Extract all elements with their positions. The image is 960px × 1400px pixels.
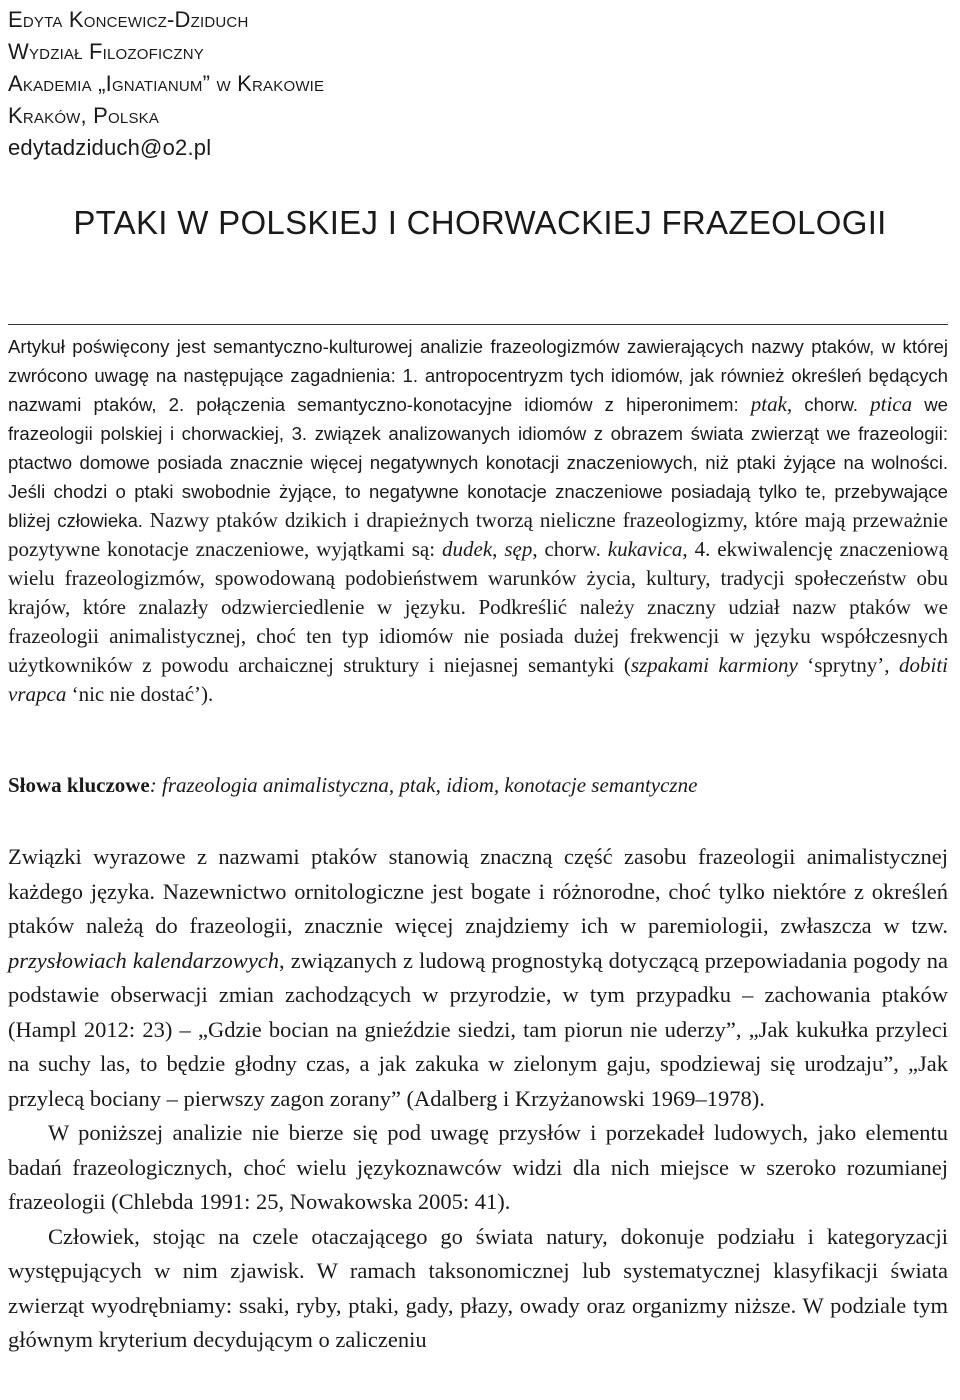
abstract-text-5: , 4. ekwiwalencję znaczeniową wielu frazeologizmów, spowodowaną podobieństwem warunków życia, kultury, tradycji społeczeństw obu krajów, które znalazły odzwierciedlenie w języku. Podkreślić należy znaczny udział nazw ptaków we frazeologii animalistycznej, choć ten typ idiomów nie posiada dużej frekwencji w języku współczesnych użytkowników z powodu archaicznej struktury i niejasnej semantyki ( [8,537,949,677]
keywords-values: frazeologia animalistyczna, ptak, idiom, konotacje semantyczne [156,773,698,797]
author-institution: Akademia „Ignatianum” w Krakowie [8,71,325,96]
abstract-gloss-sprytny: ‘sprytny’, [797,653,899,677]
abstract-term-dudek: dudek [442,537,493,561]
abstract: Artykuł poświęcony jest semantyczno-kulturowej analizie frazeologizmów zawierających nazwy ptaków, w której zwrócono uwagę na następujące zagadnienia: 1. antropocentryzm tych idiomów, jak również określeń będących nazwami ptaków, 2. połączenia semantyczno-konotacyjne idiomów z hiperonimem: ptak, chorw. ptica we frazeologii polskiej i chorwackiej, 3. związek analizowanych idiomów z obrazem świata zwierząt we frazeologii: ptactwo domowe posiada znacznie więcej negatywnych konotacji znaczeniowych, niż ptaki żyjące na wolności. Jeśli chodzi o ptaki swobodnie żyjące, to negatywne konotacje znaczeniowe posiadają tylko te, przebywające bliżej człowieka. Nazwy ptaków dzikich i drapieżnych tworzą nieliczne frazeologizmy, które mają przeważnie pozytywne konotacje znaczeniowe, wyjątkami są: dudek, sęp, chorw. kukavica, 4. ekwiwalencję znaczeniową wielu frazeologizmów, spowodowaną podobieństwem warunków życia, kultury, tradycji społeczeństw obu krajów, które znalazły odzwierciedlenie w języku. Podkreślić należy znaczny udział nazw ptaków we frazeologii animalistycznej, choć ten typ idiomów nie posiada dużej frekwencji w języku współczesnych użytkowników z powodu archaicznej struktury i niejasnej semantyki (szpakami karmiony ‘sprytny’, dobiti vrapca ‘nic nie dostać’). [8,336,949,706]
body-paragraph-1 [8,840,948,1116]
abstract-term-ptak: ptak, [750,392,793,416]
body-p1-italic: przysłowiach kalendarzowych [8,947,280,973]
author-block [8,4,324,164]
abstract-text-4: Nazwy ptaków dzikich i drapieżnych tworzą nieliczne frazeologizmy, które mają przeważnie pozytywne konotacje znaczeniowe, wyjątkami są: [8,508,948,561]
abstract-term-sep: sęp [504,537,533,561]
abstract-end: ‘nic nie dostać’). [66,682,214,706]
abstract-term-dobiti: dobiti vrapca [8,653,948,706]
body-paragraph-2: W poniższej analizie nie bierze się pod uwagę przysłów i porzekadeł ludowych, jako elementu badań frazeologicznych, choć wielu językoznawców widzi dla nich miejsce w szeroko rozumianej frazeologii (Chlebda 1991: 25, Nowakowska 2005: 41). [8,1120,948,1214]
author-name: Edyta Koncewicz-Dziduch [8,7,249,32]
author-location: Kraków, Polska [8,103,160,128]
abstract-term-szpakami: szpakami karmiony [630,653,798,677]
keywords-colon: : [149,773,157,797]
keywords-label: Słowa kluczowe [8,773,150,797]
body-paragraph-3: Człowiek, stojąc na czele otaczającego go świata natury, dokonuje podziału i kategoryzacji występujących w nim zjawisk. W ramach taksonomicznej lub systematycznej klasyfikacji świata zwierząt wyodrębniamy: ssaki, ryby, ptaki, gady, płazy, owady oraz organizmy niższe. W podziale tym głównym kryterium decydującym o zaliczeniu [8,1223,948,1352]
abstract-chorw: , chorw. [532,537,608,561]
author-faculty: Wydział Filozoficzny [8,39,204,64]
abstract-text-2: chorw. [792,394,871,415]
article-title: PTAKI W POLSKIEJ I CHORWACKIEJ FRAZEOLOGII [73,204,887,241]
keywords [8,770,948,800]
abstract-term-ptica: ptica [870,392,913,416]
abstract-text-1: Artykuł poświęcony jest semantyczno-kulturowej analizie frazeologizmów zawierających nazwy ptaków, w której zwrócono uwagę na następujące zagadnienia: 1. antropocentryzm tych idiomów, jak również określeń będących nazwami ptaków, 2. połączenia semantyczno-konotacyjne idiomów z hiperonimem: [8,336,948,415]
abstract-term-kukavica: kukavica [607,537,683,561]
abstract-text-3: we frazeologii polskiej i chorwackiej, 3. związek analizowanych idiomów z obrazem świata zwierząt we frazeologii: ptactwo domowe posiada znacznie więcej negatywnych konotacji znaczeniowych, niż ptaki żyjące na wolności. Jeśli chodzi o ptaki swobodnie żyjące, to negatywne konotacje znaczeniowe posiadają tylko te, przebywające bliżej człowieka. [8,394,948,531]
body-p1-text-b: , związanych z ludową prognostyką dotyczącą przepowiadania pogody na podstawie obserwacji zmian zachodzących w przyrodzie, w tym przypadku – zachowania ptaków (Hampl 2012: 23) – „Gdzie bocian na gnieździe siedzi, tam piorun nie uderzy”, „Jak kukułka przyleci na suchy las, to będzie głodny czas, a jak zakuka w zielonym gaju, spodziewaj się urodzaju”, „Jak przylecą bociany – pierwszy zagon zorany” (Adalberg i Krzyżanowski 1969–1978). [8,947,948,1111]
body-p1-text-a: Związki wyrazowe z nazwami ptaków stanowią znaczną część zasobu frazeologii animalistycznej każdego języka. Nazewnictwo ornitologiczne jest bogate i różnorodne, choć tylko niektóre z określeń ptaków należą do frazeologii, znacznie więcej znajdziemy ich w paremiologii, zwłaszcza w tzw. [8,844,948,938]
title-divider [8,324,948,325]
author-email: edytadziduch@o2.pl [8,135,212,160]
article-body [8,840,948,1358]
